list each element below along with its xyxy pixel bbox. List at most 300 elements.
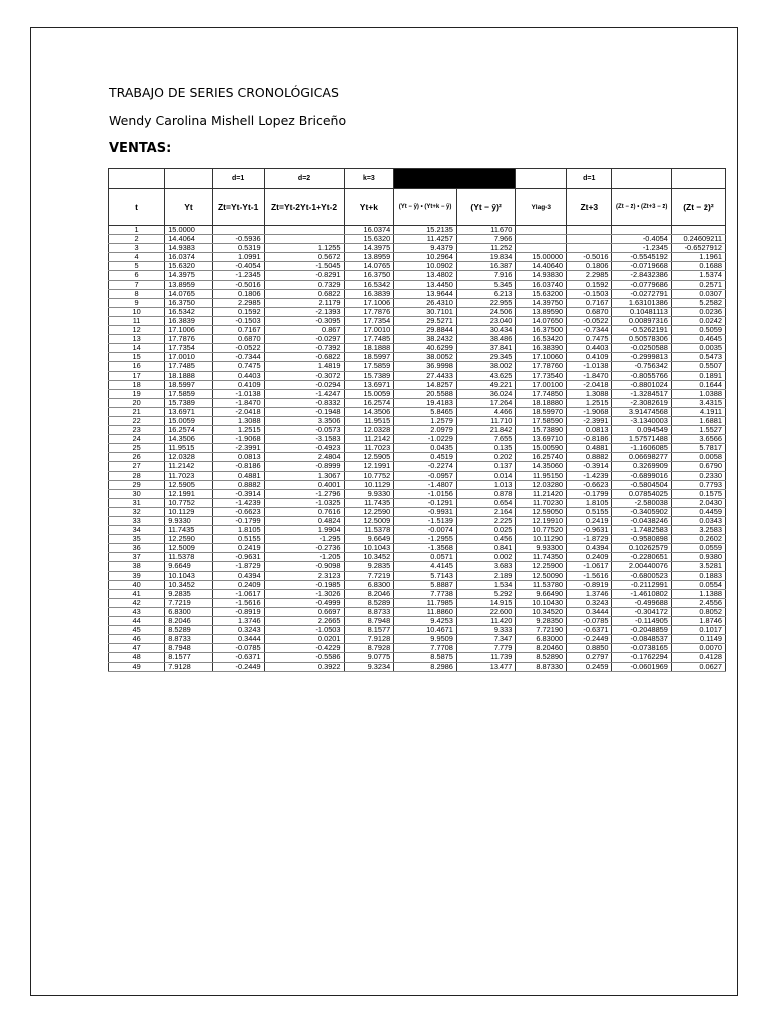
table-cell: 17.1006 bbox=[165, 326, 213, 335]
table-cell: 0.1592 bbox=[212, 307, 264, 316]
table-cell: 12.50090 bbox=[516, 571, 567, 580]
table-cell: -0.0719668 bbox=[612, 262, 671, 271]
table-cell: 0.4403 bbox=[567, 344, 612, 353]
table-cell: 11.21420 bbox=[516, 489, 567, 498]
table-cell: 0.0571 bbox=[394, 553, 457, 562]
table-cell: 10.0902 bbox=[394, 262, 457, 271]
table-cell: 16.5342 bbox=[344, 280, 394, 289]
table-cell: 12.1991 bbox=[165, 489, 213, 498]
table-row bbox=[109, 489, 726, 498]
table-cell: -0.0294 bbox=[264, 380, 344, 389]
table-cell: 8.1577 bbox=[165, 653, 213, 662]
header-cell: d=1 bbox=[212, 169, 264, 189]
table-cell: -0.1503 bbox=[567, 289, 612, 298]
table-cell: 0.002 bbox=[456, 553, 515, 562]
table-cell bbox=[516, 226, 567, 235]
table-cell: 13.8959 bbox=[344, 253, 394, 262]
table-cell: 22.955 bbox=[456, 298, 515, 307]
table-cell: 17.1006 bbox=[344, 298, 394, 307]
table-cell: -0.5586 bbox=[264, 653, 344, 662]
table-cell: -0.8055766 bbox=[612, 371, 671, 380]
table-cell: 0.5155 bbox=[212, 535, 264, 544]
table-cell: -1.2345 bbox=[612, 244, 671, 253]
table-cell: -0.8186 bbox=[567, 435, 612, 444]
table-cell: 0.2459 bbox=[567, 662, 612, 671]
table-cell: 10.1043 bbox=[344, 544, 394, 553]
table-cell: 0.3269909 bbox=[612, 462, 671, 471]
table-cell: 0.8882 bbox=[212, 480, 264, 489]
table-row bbox=[109, 471, 726, 480]
table-cell: 2.189 bbox=[456, 571, 515, 580]
table-cell: 8 bbox=[109, 289, 165, 298]
table-cell: 0.5672 bbox=[264, 253, 344, 262]
table-cell: 5.292 bbox=[456, 589, 515, 598]
table-cell: -0.3405902 bbox=[612, 507, 671, 516]
table-row bbox=[109, 589, 726, 598]
table-cell: 17.58590 bbox=[516, 416, 567, 425]
table-cell: -1.3026 bbox=[264, 589, 344, 598]
table-cell: 2.2665 bbox=[264, 617, 344, 626]
table-cell: 11.8860 bbox=[394, 607, 457, 616]
table-cell: 0.0201 bbox=[264, 635, 344, 644]
table-cell: -1.4247 bbox=[264, 389, 344, 398]
table-cell: 38.2432 bbox=[394, 335, 457, 344]
table-cell: 0.4109 bbox=[212, 380, 264, 389]
table-cell: 37 bbox=[109, 553, 165, 562]
table-cell: 0.7616 bbox=[264, 507, 344, 516]
table-cell: 7.9128 bbox=[344, 635, 394, 644]
table-cell: 0.841 bbox=[456, 544, 515, 553]
table-cell: 9 bbox=[109, 298, 165, 307]
table-cell: -1.1606085 bbox=[612, 444, 671, 453]
table-cell: 19 bbox=[109, 389, 165, 398]
table-cell bbox=[264, 226, 344, 235]
table-cell: -1.5139 bbox=[394, 517, 457, 526]
table-row bbox=[109, 398, 726, 407]
table-cell: 8.7948 bbox=[344, 617, 394, 626]
table-cell: 0.3444 bbox=[212, 635, 264, 644]
table-cell: -1.5045 bbox=[264, 262, 344, 271]
table-cell: 18.1888 bbox=[344, 344, 394, 353]
table-cell: 17.7354 bbox=[165, 344, 213, 353]
table-cell: 15.2135 bbox=[394, 226, 457, 235]
table-cell: -0.2449 bbox=[567, 635, 612, 644]
table-cell: 10.11290 bbox=[516, 535, 567, 544]
table-cell: 32 bbox=[109, 507, 165, 516]
table-cell: 10.7752 bbox=[165, 498, 213, 507]
table-cell: 0.2330 bbox=[671, 471, 725, 480]
table-cell: 15.7389 bbox=[165, 398, 213, 407]
table-cell: 1.534 bbox=[456, 580, 515, 589]
table-row bbox=[109, 280, 726, 289]
table-row bbox=[109, 416, 726, 425]
table-cell: 28 bbox=[109, 471, 165, 480]
table-row bbox=[109, 335, 726, 344]
table-cell: 9.4253 bbox=[394, 617, 457, 626]
table-cell: 27.4433 bbox=[394, 371, 457, 380]
table-cell: 11.7023 bbox=[165, 471, 213, 480]
table-cell: 7 bbox=[109, 280, 165, 289]
table-cell: -1.8729 bbox=[212, 562, 264, 571]
table-cell: 16.3839 bbox=[165, 316, 213, 325]
table-cell: 0.202 bbox=[456, 453, 515, 462]
table-cell: 5.7817 bbox=[671, 444, 725, 453]
table-cell: 5.345 bbox=[456, 280, 515, 289]
table-cell: 23 bbox=[109, 426, 165, 435]
table-cell: 48 bbox=[109, 653, 165, 662]
table-cell: 0.3243 bbox=[567, 598, 612, 607]
table-cell: 4.4145 bbox=[394, 562, 457, 571]
table-cell: -0.1799 bbox=[212, 517, 264, 526]
table-cell: 3.4315 bbox=[671, 398, 725, 407]
table-cell: -0.1985 bbox=[264, 580, 344, 589]
table-row bbox=[109, 380, 726, 389]
table-cell: -0.0738165 bbox=[612, 644, 671, 653]
table-cell: -0.4054 bbox=[212, 262, 264, 271]
table-cell: 11.53780 bbox=[516, 580, 567, 589]
table-cell: 0.5155 bbox=[567, 507, 612, 516]
header-cell bbox=[671, 169, 725, 189]
table-row bbox=[109, 244, 726, 253]
table-cell: 2.00440076 bbox=[612, 562, 671, 571]
table-cell: 8.7928 bbox=[344, 644, 394, 653]
table-cell: 1.9904 bbox=[264, 526, 344, 535]
table-cell: 16.25740 bbox=[516, 453, 567, 462]
table-cell: 17.7485 bbox=[344, 335, 394, 344]
table-cell: 2.225 bbox=[456, 517, 515, 526]
table-row bbox=[109, 271, 726, 280]
table-cell: -3.1340003 bbox=[612, 416, 671, 425]
table-cell: 0.10262579 bbox=[612, 544, 671, 553]
table-cell: -0.5804504 bbox=[612, 480, 671, 489]
table-cell: 0.24609211 bbox=[671, 235, 725, 244]
table-cell: 1.3746 bbox=[212, 617, 264, 626]
table-cell: 1.0991 bbox=[212, 253, 264, 262]
table-cell: -0.2999813 bbox=[612, 353, 671, 362]
table-cell: -1.4239 bbox=[212, 498, 264, 507]
table-row bbox=[109, 316, 726, 325]
table-cell: 1 bbox=[109, 226, 165, 235]
table-cell: 1.3088 bbox=[212, 416, 264, 425]
table-cell: 16.03740 bbox=[516, 280, 567, 289]
table-cell: 11.2142 bbox=[165, 462, 213, 471]
table-cell: -0.5936 bbox=[212, 235, 264, 244]
table-cell: -0.0438246 bbox=[612, 517, 671, 526]
table-cell: 6 bbox=[109, 271, 165, 280]
table-cell: 0.867 bbox=[264, 326, 344, 335]
table-cell: 40 bbox=[109, 580, 165, 589]
table-cell: -0.4923 bbox=[264, 444, 344, 453]
table-cell: 10.10430 bbox=[516, 598, 567, 607]
table-cell: 21.842 bbox=[456, 426, 515, 435]
table-cell: -0.6899016 bbox=[612, 471, 671, 480]
table-cell: -0.0601969 bbox=[612, 662, 671, 671]
table-cell: 1.0388 bbox=[671, 389, 725, 398]
table-row bbox=[109, 607, 726, 616]
table-cell: 0.50578306 bbox=[612, 335, 671, 344]
table-cell: -0.2112991 bbox=[612, 580, 671, 589]
header-cell bbox=[109, 169, 165, 189]
table-cell: -0.6371 bbox=[212, 653, 264, 662]
table-cell: -3.1583 bbox=[264, 435, 344, 444]
table-cell: 36.9998 bbox=[394, 362, 457, 371]
table-cell: 29.345 bbox=[456, 353, 515, 362]
table-cell: -0.0522 bbox=[212, 344, 264, 353]
table-cell: 38.486 bbox=[456, 335, 515, 344]
table-cell: 11.739 bbox=[456, 653, 515, 662]
table-cell: 0.00897316 bbox=[612, 316, 671, 325]
table-row bbox=[109, 407, 726, 416]
table-cell: 33 bbox=[109, 517, 165, 526]
table-cell: 16.53420 bbox=[516, 335, 567, 344]
table-cell: 8.8733 bbox=[165, 635, 213, 644]
table-cell: -1.7482583 bbox=[612, 526, 671, 535]
table-cell: 16.2574 bbox=[344, 398, 394, 407]
table-cell: 0.5507 bbox=[671, 362, 725, 371]
table-cell: 34 bbox=[109, 526, 165, 535]
table-cell: 0.1883 bbox=[671, 571, 725, 580]
table-cell: 13.4450 bbox=[394, 280, 457, 289]
table-cell: 2.2985 bbox=[212, 298, 264, 307]
table-cell: 18.5997 bbox=[344, 353, 394, 362]
table-cell bbox=[567, 226, 612, 235]
table-row bbox=[109, 517, 726, 526]
table-cell: -1.2796 bbox=[264, 489, 344, 498]
table-cell: 16.0374 bbox=[165, 253, 213, 262]
table-cell bbox=[612, 226, 671, 235]
author-name: Wendy Carolina Mishell Lopez Briceño bbox=[109, 113, 347, 128]
table-cell: 13.477 bbox=[456, 662, 515, 671]
table-cell: -1.295 bbox=[264, 535, 344, 544]
table-cell: -0.8919 bbox=[212, 607, 264, 616]
table-row bbox=[109, 553, 726, 562]
table-cell: 0.2602 bbox=[671, 535, 725, 544]
table-cell: 0.0435 bbox=[394, 444, 457, 453]
table-cell: 0.10481113 bbox=[612, 307, 671, 316]
table-cell: 0.0343 bbox=[671, 517, 725, 526]
table-cell: 11.5378 bbox=[165, 553, 213, 562]
table-cell: -0.0522 bbox=[567, 316, 612, 325]
table-cell: 0.6697 bbox=[264, 607, 344, 616]
table-cell: 0.4109 bbox=[567, 353, 612, 362]
table-cell: 14.35060 bbox=[516, 462, 567, 471]
table-cell: 1.8105 bbox=[567, 498, 612, 507]
table-row bbox=[109, 298, 726, 307]
table-cell: 1.8105 bbox=[212, 526, 264, 535]
table-cell: -0.0074 bbox=[394, 526, 457, 535]
table-cell bbox=[567, 235, 612, 244]
table-cell: 0.4645 bbox=[671, 335, 725, 344]
table-cell: 0.06698277 bbox=[612, 453, 671, 462]
table-cell: 1.5374 bbox=[671, 271, 725, 280]
table-cell: 0.3444 bbox=[567, 607, 612, 616]
table-cell: 15.6320 bbox=[344, 235, 394, 244]
table-cell: 24 bbox=[109, 435, 165, 444]
table-cell: 37.841 bbox=[456, 344, 515, 353]
table-cell: 10.1043 bbox=[165, 571, 213, 580]
table-cell: 0.135 bbox=[456, 444, 515, 453]
table-cell: -0.6822 bbox=[264, 353, 344, 362]
table-cell: 0.4881 bbox=[212, 471, 264, 480]
table-cell: 11.95150 bbox=[516, 471, 567, 480]
table-cell: 0.7329 bbox=[264, 280, 344, 289]
table-cell: 0.1149 bbox=[671, 635, 725, 644]
table-cell: 12.25900 bbox=[516, 562, 567, 571]
table-cell: 13.8959 bbox=[165, 280, 213, 289]
table-cell: 11.7985 bbox=[394, 598, 457, 607]
table-cell: 17.78760 bbox=[516, 362, 567, 371]
table-cell: -1.8470 bbox=[567, 371, 612, 380]
table-cell: -0.1948 bbox=[264, 407, 344, 416]
table-cell: 29.5271 bbox=[394, 316, 457, 325]
table-cell: 16.38390 bbox=[516, 344, 567, 353]
table-cell: 3.91474568 bbox=[612, 407, 671, 416]
table-cell: -2.8432386 bbox=[612, 271, 671, 280]
table-cell: 0.0236 bbox=[671, 307, 725, 316]
table-cell: 5.2582 bbox=[671, 298, 725, 307]
table-cell: -0.9631 bbox=[567, 526, 612, 535]
table-cell: 5 bbox=[109, 262, 165, 271]
table-cell: 2.0430 bbox=[671, 498, 725, 507]
table-cell: 9.0775 bbox=[344, 653, 394, 662]
table-cell: -1.2955 bbox=[394, 535, 457, 544]
table-cell: -1.0325 bbox=[264, 498, 344, 507]
table-cell: 7.347 bbox=[456, 635, 515, 644]
table-cell: 0.0058 bbox=[671, 453, 725, 462]
table-cell: 10.1129 bbox=[165, 507, 213, 516]
table-cell: 0.6870 bbox=[212, 335, 264, 344]
table-cell: 49 bbox=[109, 662, 165, 671]
table-cell: 8.5875 bbox=[394, 653, 457, 662]
table-cell: 15.00000 bbox=[516, 253, 567, 262]
table-cell: 0.6822 bbox=[264, 289, 344, 298]
table-row bbox=[109, 662, 726, 671]
table-cell: 0.0070 bbox=[671, 644, 725, 653]
table-cell: -0.7344 bbox=[567, 326, 612, 335]
table-cell: 0.4403 bbox=[212, 371, 264, 380]
table-cell: 30.434 bbox=[456, 326, 515, 335]
header-cell: Yt bbox=[165, 189, 213, 226]
table-cell: 5.7143 bbox=[394, 571, 457, 580]
table-cell: 0.7793 bbox=[671, 480, 725, 489]
table-cell: -0.0272791 bbox=[612, 289, 671, 298]
table-row bbox=[109, 480, 726, 489]
table-cell: 15.7389 bbox=[344, 371, 394, 380]
table-cell: 0.0242 bbox=[671, 316, 725, 325]
table-cell: 14.3975 bbox=[344, 244, 394, 253]
table-cell: 7.7708 bbox=[394, 644, 457, 653]
table-cell: 0.456 bbox=[456, 535, 515, 544]
table-cell: 7.779 bbox=[456, 644, 515, 653]
table-cell: 2.4556 bbox=[671, 598, 725, 607]
table-cell: 9.9509 bbox=[394, 635, 457, 644]
table-cell: 0.1806 bbox=[212, 289, 264, 298]
header-row-main bbox=[109, 189, 726, 226]
table-row bbox=[109, 598, 726, 607]
table-cell: 13 bbox=[109, 335, 165, 344]
table-cell: 8.8733 bbox=[344, 607, 394, 616]
table-cell: 17.7876 bbox=[344, 307, 394, 316]
table-cell: 19.834 bbox=[456, 253, 515, 262]
table-cell: 5.8887 bbox=[394, 580, 457, 589]
table-cell: 0.2409 bbox=[212, 580, 264, 589]
table-cell: 11.74350 bbox=[516, 553, 567, 562]
table-row bbox=[109, 444, 726, 453]
table-cell: 10.4671 bbox=[394, 626, 457, 635]
table-cell: 18.5997 bbox=[165, 380, 213, 389]
table-cell: -1.5616 bbox=[212, 598, 264, 607]
header-cell: Yt+k bbox=[344, 189, 394, 226]
table-cell: 9.9330 bbox=[344, 489, 394, 498]
header-cell bbox=[165, 169, 213, 189]
table-cell: 38 bbox=[109, 562, 165, 571]
table-cell: 14.0765 bbox=[165, 289, 213, 298]
table-cell: 7.916 bbox=[456, 271, 515, 280]
table-row bbox=[109, 426, 726, 435]
table-cell: -0.2274 bbox=[394, 462, 457, 471]
table-cell: 16.387 bbox=[456, 262, 515, 271]
table-cell: -0.9098 bbox=[264, 562, 344, 571]
table-cell: -0.0785 bbox=[567, 617, 612, 626]
table-cell: 10.7752 bbox=[344, 471, 394, 480]
table-cell: -1.4239 bbox=[567, 471, 612, 480]
table-row bbox=[109, 453, 726, 462]
table-cell: 0.1891 bbox=[671, 371, 725, 380]
table-row bbox=[109, 344, 726, 353]
table-cell: 1.1388 bbox=[671, 589, 725, 598]
table-cell: 12.2590 bbox=[165, 535, 213, 544]
table-cell: -0.1291 bbox=[394, 498, 457, 507]
table-cell: -0.6800523 bbox=[612, 571, 671, 580]
table-cell: 16.0374 bbox=[344, 226, 394, 235]
table-cell: 1.3746 bbox=[567, 589, 612, 598]
table-cell: -0.9931 bbox=[394, 507, 457, 516]
table-cell: 46 bbox=[109, 635, 165, 644]
table-cell: 12.5009 bbox=[344, 517, 394, 526]
table-cell bbox=[671, 226, 725, 235]
table-row bbox=[109, 626, 726, 635]
table-cell: 7.7219 bbox=[344, 571, 394, 580]
table-cell: 8.87330 bbox=[516, 662, 567, 671]
header-cell: d=1 bbox=[567, 169, 612, 189]
table-cell: 0.2571 bbox=[671, 280, 725, 289]
table-cell: 17.10060 bbox=[516, 353, 567, 362]
table-cell: -0.4054 bbox=[612, 235, 671, 244]
table-cell: 14.40640 bbox=[516, 262, 567, 271]
table-cell: 0.4824 bbox=[264, 517, 344, 526]
table-cell: 8.1577 bbox=[344, 626, 394, 635]
table-row bbox=[109, 653, 726, 662]
table-cell: 0.3243 bbox=[212, 626, 264, 635]
table-cell: 0.2797 bbox=[567, 653, 612, 662]
table-cell: 0.1644 bbox=[671, 380, 725, 389]
table-cell: 0.4128 bbox=[671, 653, 725, 662]
table-cell: 1.013 bbox=[456, 480, 515, 489]
table-cell: 14.3975 bbox=[165, 271, 213, 280]
table-cell: 1.6881 bbox=[671, 416, 725, 425]
table-cell: 8.5289 bbox=[165, 626, 213, 635]
table-cell: 15.63200 bbox=[516, 289, 567, 298]
table-cell: 2.164 bbox=[456, 507, 515, 516]
table-cell: 0.4519 bbox=[394, 453, 457, 462]
table-cell: 17.7876 bbox=[165, 335, 213, 344]
table-cell: -0.6623 bbox=[212, 507, 264, 516]
table-cell: 36 bbox=[109, 544, 165, 553]
table-cell: 0.0627 bbox=[671, 662, 725, 671]
table-cell: -0.4229 bbox=[264, 644, 344, 653]
header-cell: Zt=Yt-2Yt-1+Yt-2 bbox=[264, 189, 344, 226]
table-cell: 9.9330 bbox=[165, 517, 213, 526]
